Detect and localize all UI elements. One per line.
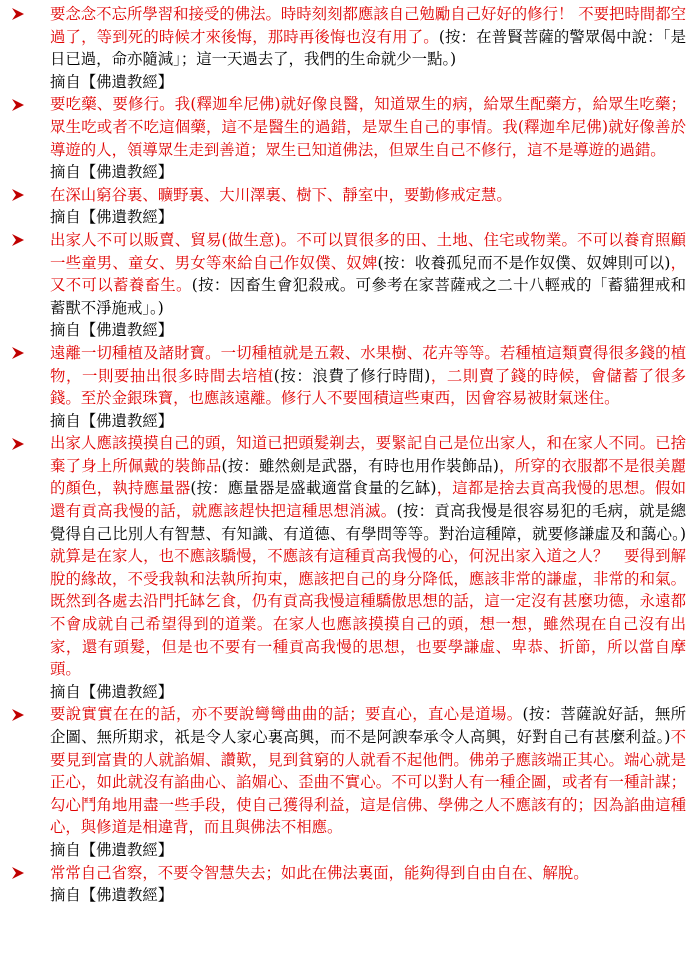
annotation-segment: (按：浪費了修行時間) (273, 366, 431, 385)
quote-text (50, 184, 686, 207)
annotation-segment: (按：菩薩說好話，無所企圖、無所期求，祇是令人家心裏高興，而不是阿諛奉承令人高興，好對自己有甚麼利益。) (50, 705, 686, 746)
source-citation: 摘自【佛遺教經】 (50, 840, 174, 859)
arrowhead-bullet-icon (8, 184, 28, 207)
quote-item (8, 3, 686, 93)
quote-text (50, 93, 686, 161)
source-citation: 摘自【佛遺教經】 (50, 321, 174, 340)
arrowhead-bullet-icon (8, 703, 28, 726)
quote-segment: ，所穿的衣服都不是很美麗的顏色，執持應量器 (50, 456, 686, 498)
source-citation: 摘自【佛遺教經】 (50, 682, 174, 701)
quote-segment: 就算是在家人，也不應該驕慢，不應該有這種貢高我慢的心，何況出家入道之人？ 要得到解脫的緣故，不受我執和法執所拘束，應該把自己的身分降低，應該非常的謙虛，非常的和氣。既然到各處去沿門托缽乞食，仍有貢高我慢這種驕傲思想的話，這一定沒有甚麼功德，永遠都不會成就自己希望得到的道業。在家人也應該摸摸自己的頭，想一想，雖然現在自己沒有出家，還有頭髮，但是也不要有一種貢高我慢的思想，也要學謙虛、卑恭、折節，所以當自摩頭。 (50, 547, 686, 679)
arrowhead-bullet-icon (8, 93, 28, 116)
quote-segment: 不要見到富貴的人就諂媚、讚歎，見到貧窮的人就看不起他們。佛弟子應該端正其心。端心就是正心，如此就沒有諂曲心、諂媚心、歪曲不實心。不可以對人有一種企圖，或者有一種計謀；勾心鬥角地用盡一些手段，使自己獲得利益，這是信佛、學佛之人不應該有的；因為諂曲這種心，與修道是相違背，而且與佛法不相應。 (50, 728, 686, 837)
arrowhead-bullet-icon (8, 3, 28, 26)
annotation-segment: (按：應量器是盛載適當食量的乞缽) (190, 479, 437, 498)
quote-item (8, 432, 686, 703)
quote-item (8, 342, 686, 432)
annotation-segment: (按：貢高我慢是很容易犯的毛病，就是總覺得自己比別人有智慧、有知識、有道德、有學問等等。對治這種障，就要修謙虛及和藹心。) (50, 502, 686, 543)
quote-text (50, 229, 686, 319)
annotation-segment: (按：在普賢菩薩的警眾偈中說：「是日已過，命亦隨減」；這一天過去了，我們的生命就少一點。) (50, 27, 686, 69)
quote-segment: 出家人不可以販賣、貿易(做生意)。不可以買很多的田、土地、住宅或物業。不可以養育照顧一些童男、童女、男女等來給自己作奴僕、奴婢 (50, 230, 686, 272)
quote-segment: 遠離一切種植及諸財寶。一切種植就是五穀、水果樹、花卉等等。若種植這類賣得很多錢的植物，一則要抽出很多時間去培植 (50, 343, 686, 385)
source-citation: 摘自【佛遺教經】 (50, 886, 174, 905)
arrowhead-bullet-icon (8, 229, 28, 252)
quote-text (50, 432, 686, 681)
source-citation: 摘自【佛遺教經】 (50, 163, 174, 182)
quote-item (8, 93, 686, 183)
source-citation: 摘自【佛遺教經】 (50, 411, 174, 430)
quote-segment: ，這都是捨去貢高我慢的思想。假如還有貢高我慢的話，就應該趕快把這種思想消滅。 (50, 479, 686, 521)
quote-text (50, 703, 686, 839)
arrowhead-bullet-icon (8, 862, 28, 885)
quote-segment: 要念念不忘所學習和接受的佛法。時時刻刻都應該自己勉勵自己好好的修行！ 不要把時間都空過了，等到死的時候才來後悔，那時再後悔也沒有用了。 (50, 5, 686, 46)
quote-segment: 出家人應該摸摸自己的頭，知道已把頭髮剃去，要緊記自己是位出家人，和在家人不同。已捨棄了身上所佩戴的裝飾品 (50, 434, 686, 475)
quote-segment: 要吃藥、要修行。我(釋迦牟尼佛)就好像良醫，知道眾生的病，給眾生配藥方，給眾生吃藥；眾生吃或者不吃這個藥，這不是醫生的過錯，是眾生自己的事情。我(釋迦牟尼佛)就好像善於導遊的人，領導眾生走到善道；眾生已知道佛法，但眾生自己不修行，這不是導遊的過錯。 (50, 95, 686, 159)
source-citation: 摘自【佛遺教經】 (50, 72, 174, 91)
quote-segment: 常常自己省察，不要令智慧失去；如此在佛法裏面，能夠得到自由自在、解脫。 (50, 863, 589, 882)
quote-text (50, 862, 686, 885)
annotation-segment: (按：因畜生會犯殺戒。可參考在家菩薩戒之二十八輕戒的「蓄貓狸戒和蓄獸不淨施戒」。) (50, 276, 686, 317)
quote-item (8, 184, 686, 229)
quote-item (8, 229, 686, 342)
quote-segment: ，又不可以蓄養畜生。 (50, 253, 686, 295)
quote-segment: ，二則賣了錢的時候，會儲蓄了很多錢。至於金銀珠寶，也應該遠離。修行人不要囤積這些東西，因會容易被財氣迷住。 (50, 366, 686, 408)
quote-text (50, 342, 686, 410)
quote-item (8, 703, 686, 861)
annotation-segment: (按：雖然劍是武器，有時也用作裝飾品) (221, 456, 499, 475)
quote-item (8, 862, 686, 907)
quote-segment: 在深山窮谷裏、曠野裏、大川澤裏、樹下、靜室中，要勤修戒定慧。 (50, 185, 512, 204)
annotation-segment: (按：收養孤兒而不是作奴僕、奴婢則可以) (377, 253, 671, 272)
source-citation: 摘自【佛遺教經】 (50, 208, 174, 227)
quote-text (50, 3, 686, 71)
arrowhead-bullet-icon (8, 342, 28, 365)
quote-segment: 要說實實在在的話，亦不要說彎彎曲曲的話；要直心，直心是道場。 (50, 705, 523, 724)
arrowhead-bullet-icon (8, 432, 28, 455)
